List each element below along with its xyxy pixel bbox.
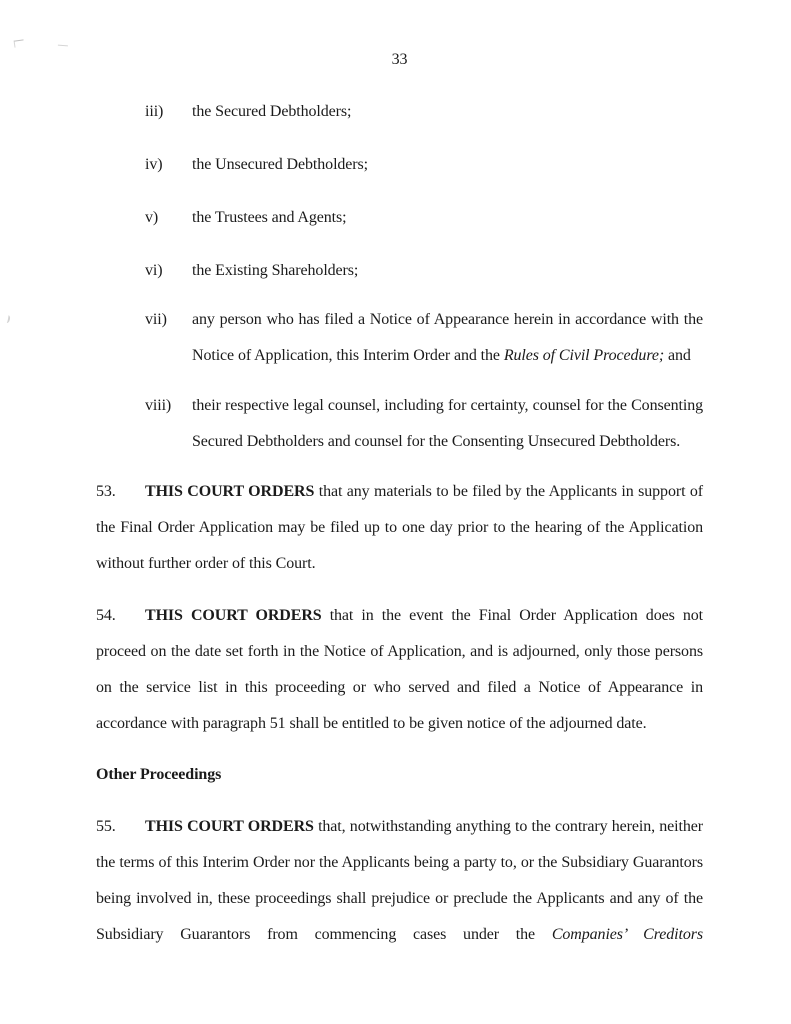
paragraph-55 — [96, 809, 703, 953]
list-item-text: the Unsecured Debtholders; — [192, 156, 369, 173]
paragraph-54 — [96, 598, 703, 742]
court-orders-lead-in: THIS COURT ORDERS — [145, 818, 314, 835]
paragraph-text: that in the event the Final Order Application does not proceed on the date set forth in the Notice of Application, and is adjourned, only those persons on the service list in this proceeding or who served and filed a Notice of Appearance in accordance with paragraph 51 shall be entitled to be given notice of the adjourned date. — [96, 607, 703, 732]
case-citation-italic: Rules of Civil Procedure; — [503, 347, 665, 364]
scan-speck — [4, 315, 11, 324]
list-item-marker: iv) — [145, 156, 163, 173]
list-item-v — [96, 200, 703, 236]
paragraph-number: 54. — [96, 607, 116, 624]
list-item-text: their respective legal counsel, including for certainty, counsel for the Consenting Secured Debtholders and counsel for the Consenting Unsecured Debtholders. — [192, 397, 703, 450]
list-item-text: any person who has filed a Notice of Appearance herein in accordance with the Notice of Application, this Interim Order and the — [192, 311, 703, 364]
section-heading-other-proceedings: Other Proceedings — [96, 766, 222, 783]
court-orders-lead-in: THIS COURT ORDERS — [145, 607, 322, 624]
paragraph-number: 53. — [96, 483, 116, 500]
list-item-viii — [96, 388, 703, 460]
court-orders-lead-in: THIS COURT ORDERS — [145, 483, 315, 500]
list-item-vii — [96, 302, 703, 374]
list-item-marker: iii) — [145, 103, 164, 120]
list-item-vi — [96, 253, 703, 289]
page-number: 33 — [391, 51, 408, 68]
list-item-iii — [96, 94, 703, 130]
paragraph-text: that any materials to be filed by the Applicants in support of the Final Order Application may be filed up to one day prior to the hearing of the Application without further order of this Court. — [96, 483, 703, 572]
list-item-text: the Secured Debtholders; — [192, 103, 352, 120]
list-item-iv — [96, 147, 703, 183]
list-item-marker: viii) — [145, 397, 172, 414]
scan-speck — [14, 39, 25, 47]
list-item-text: the Trustees and Agents; — [192, 209, 347, 226]
list-item-text: and — [664, 347, 691, 364]
list-item-text: the Existing Shareholders; — [192, 262, 359, 279]
paragraph-text: that, notwithstanding anything to the contrary herein, neither the terms of this Interim Order nor the Applicants being a party to, or the Subsidiary Guarantors being involved in, these proceedings shall prejudice or preclude the Applicants and any of the Subsidiary Guarantors from commencing cases under the — [96, 818, 703, 943]
list-item-marker: vii) — [145, 311, 167, 328]
list-item-marker: vi) — [145, 262, 163, 279]
paragraph-number: 55. — [96, 818, 116, 835]
scan-speck — [58, 42, 68, 47]
list-item-marker: v) — [145, 209, 159, 226]
statute-citation-italic: Companies’ Creditors — [551, 926, 704, 943]
paragraph-53 — [96, 474, 703, 582]
